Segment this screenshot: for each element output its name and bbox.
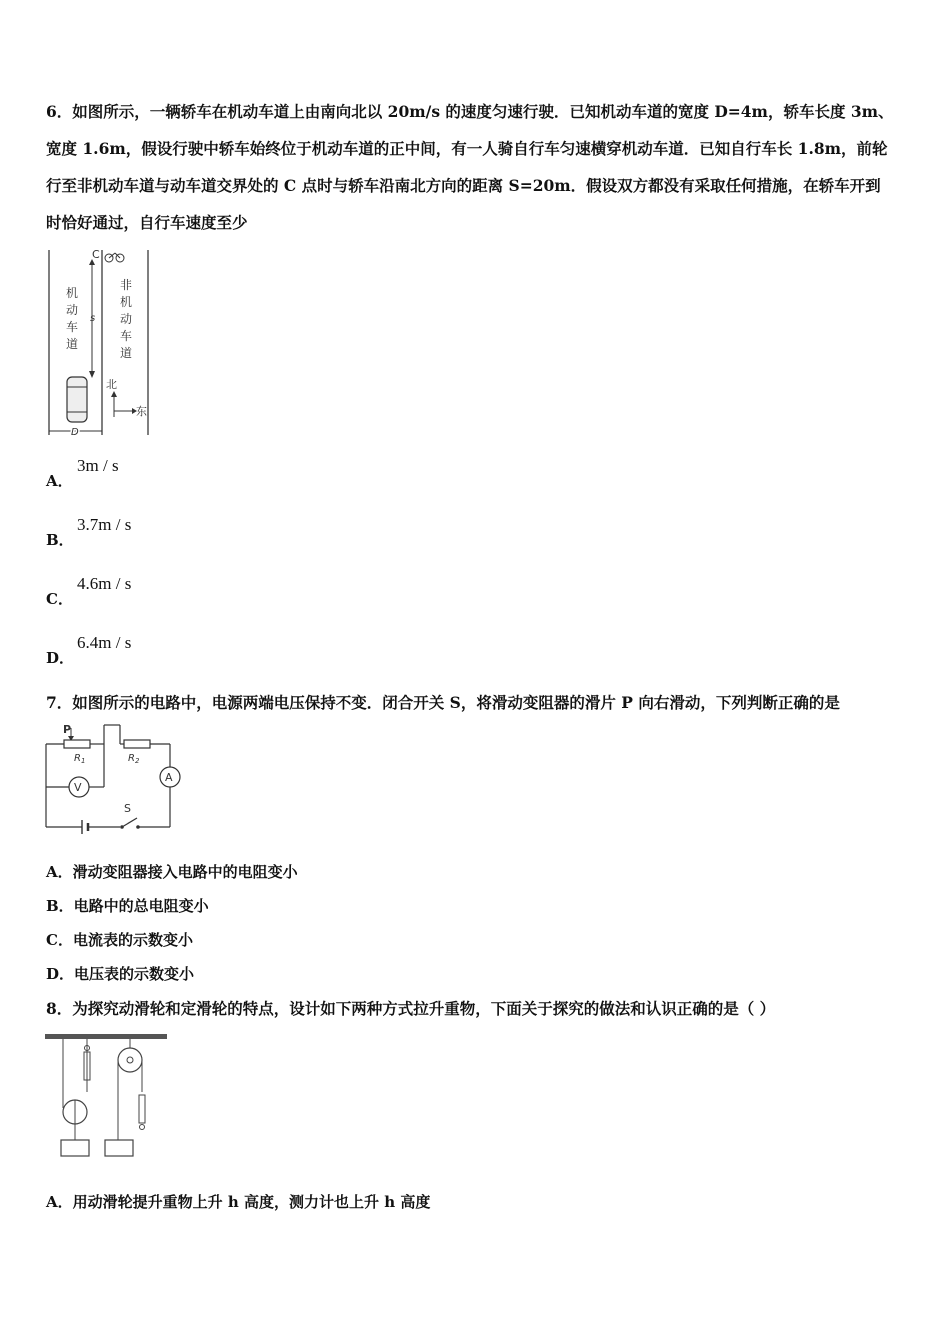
q7-option-b[interactable]: B．电路中的总电阻变小 [46, 897, 209, 915]
svg-text:A: A [165, 771, 173, 784]
option-value: 4.6m / s [77, 574, 132, 593]
q7-option-c[interactable]: C．电流表的示数变小 [46, 931, 193, 949]
svg-text:R1: $R_1$ [74, 753, 86, 765]
svg-text:机: 机 [120, 295, 133, 309]
q8-pulley-figure [45, 1030, 170, 1160]
option-letter: A． [46, 472, 73, 490]
svg-text:道: 道 [120, 346, 133, 360]
fixed-pulley-icon [118, 1048, 142, 1072]
q8-option-a[interactable]: A．用动滑轮提升重物上升 h 高度，测力计也上升 h 高度 [46, 1193, 431, 1211]
svg-text:V: V [74, 781, 82, 794]
option-value: 6.4m / s [77, 633, 132, 652]
svg-text:P: P [63, 723, 72, 736]
q7-option-a[interactable]: A．滑动变阻器接入电路中的电阻变小 [46, 863, 298, 881]
svg-text:机: 机 [66, 286, 79, 300]
q7-circuit-figure [42, 720, 192, 835]
option-letter: B． [46, 531, 74, 549]
svg-text:道: 道 [66, 337, 79, 351]
svg-text:R2: $R_2$ [128, 753, 140, 765]
svg-text:车: 车 [120, 329, 133, 343]
option-value: 3m / s [77, 456, 119, 475]
weight-block [105, 1140, 133, 1156]
question-7-text: 7．如图所示的电路中，电源两端电压保持不变．闭合开关 S，将滑动变阻器的滑片 P 向右滑动，下列判断正确的是 [46, 693, 840, 712]
r2-resistor [124, 740, 150, 748]
question-8-text: 8．为探究动滑轮和定滑轮的特点，设计如下两种方式拉升重物，下面关于探究的做法和认识正确的是（ ） [46, 999, 776, 1018]
question-6-text: 6．如图所示，一辆轿车在机动车道上由南向北以 20m/s 的速度匀速行驶．已知机动车道的宽度 D=4m，轿车长度 3m、宽度 1.6m，假设行驶中轿车始终位于机动车道的正中间，有一人骑自行车匀速横穿机动车道．已知自行车长 1.8m，前轮行至非机动车道与动车道交界处的 C 点时与轿车沿南北方向的距离 S=20m．假设双方都没有采取任何措施，在轿车开到时恰好通过，自行车速度至少 [46, 102, 894, 232]
svg-text:动: 动 [66, 303, 79, 317]
r1-resistor [64, 740, 90, 748]
svg-text:车: 车 [66, 320, 79, 334]
compass-icon [111, 391, 137, 417]
weight-block [61, 1140, 89, 1156]
svg-text:动: 动 [120, 312, 133, 326]
option-letter: C． [46, 590, 73, 608]
svg-text:s: s [90, 313, 96, 324]
spring-scale-icon [139, 1095, 145, 1130]
q7-option-d[interactable]: D．电压表的示数变小 [46, 965, 195, 983]
svg-text:D: D [71, 427, 79, 438]
svg-text:非: 非 [120, 278, 133, 292]
switch-icon [122, 818, 137, 827]
q6-road-figure [44, 245, 154, 440]
option-letter: D． [46, 649, 75, 667]
svg-text:北: 北 [106, 378, 117, 391]
svg-text:C: C [92, 248, 100, 261]
ceiling-beam [45, 1034, 167, 1039]
option-value: 3.7m / s [77, 515, 132, 534]
bicycle-icon [105, 253, 124, 262]
car-icon [67, 377, 87, 422]
svg-text:S: S [124, 802, 131, 815]
svg-text:东: 东 [136, 405, 147, 418]
